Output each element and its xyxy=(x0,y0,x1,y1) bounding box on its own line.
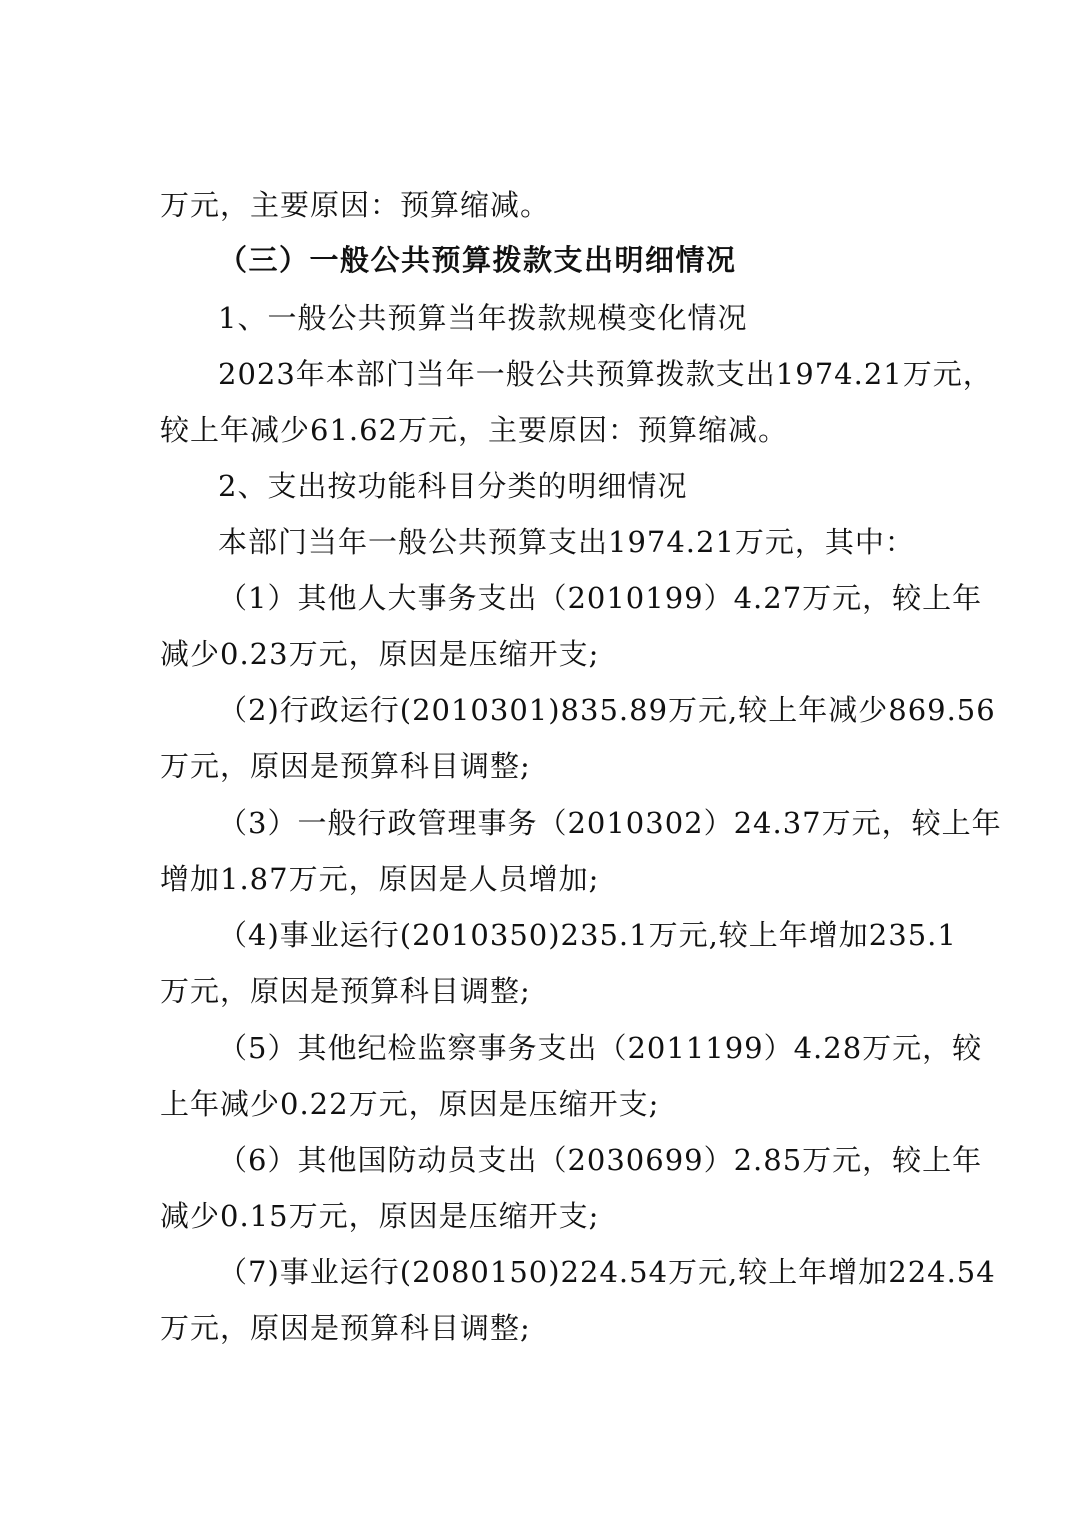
section-heading-3: （三）一般公共预算拨款支出明细情况 xyxy=(218,243,737,277)
paragraph-line: 本部门当年一般公共预算支出1974.21万元，其中： xyxy=(218,525,915,559)
list-item-6-line-1: （6）其他国防动员支出（2030699）2.85万元，较上年 xyxy=(218,1143,983,1177)
paragraph-line: 较上年减少61.62万元，主要原因：预算缩减。 xyxy=(160,413,789,447)
list-item-4-line-2: 万元，原因是预算科目调整; xyxy=(160,974,531,1008)
subsection-heading-1: 1、一般公共预算当年拨款规模变化情况 xyxy=(218,301,748,335)
list-item-7-line-2: 万元，原因是预算科目调整; xyxy=(160,1311,531,1345)
list-item-6-line-2: 减少0.15万元，原因是压缩开支; xyxy=(160,1199,600,1233)
paragraph-line: 2023年本部门当年一般公共预算拨款支出1974.21万元， xyxy=(218,357,993,391)
list-item-2-line-1: （2)行政运行(2010301)835.89万元,较上年减少869.56 xyxy=(218,693,996,727)
list-item-5-line-2: 上年减少0.22万元，原因是压缩开支; xyxy=(160,1087,660,1121)
subsection-heading-2: 2、支出按功能科目分类的明细情况 xyxy=(218,469,688,503)
list-item-2-line-2: 万元，原因是预算科目调整; xyxy=(160,749,531,783)
list-item-5-line-1: （5）其他纪检监察事务支出（2011199）4.28万元，较 xyxy=(218,1031,983,1065)
list-item-7-line-1: （7)事业运行(2080150)224.54万元,较上年增加224.54 xyxy=(218,1255,996,1289)
list-item-1-line-2: 减少0.23万元，原因是压缩开支; xyxy=(160,637,600,671)
paragraph-continuation-line: 万元，主要原因：预算缩减。 xyxy=(160,188,551,222)
list-item-1-line-1: （1）其他人大事务支出（2010199）4.27万元，较上年 xyxy=(218,581,983,615)
list-item-4-line-1: （4)事业运行(2010350)235.1万元,较上年增加235.1 xyxy=(218,918,957,952)
list-item-3-line-2: 增加1.87万元，原因是人员增加; xyxy=(160,862,600,896)
list-item-3-line-1: （3）一般行政管理事务（2010302）24.37万元，较上年 xyxy=(218,806,1002,840)
